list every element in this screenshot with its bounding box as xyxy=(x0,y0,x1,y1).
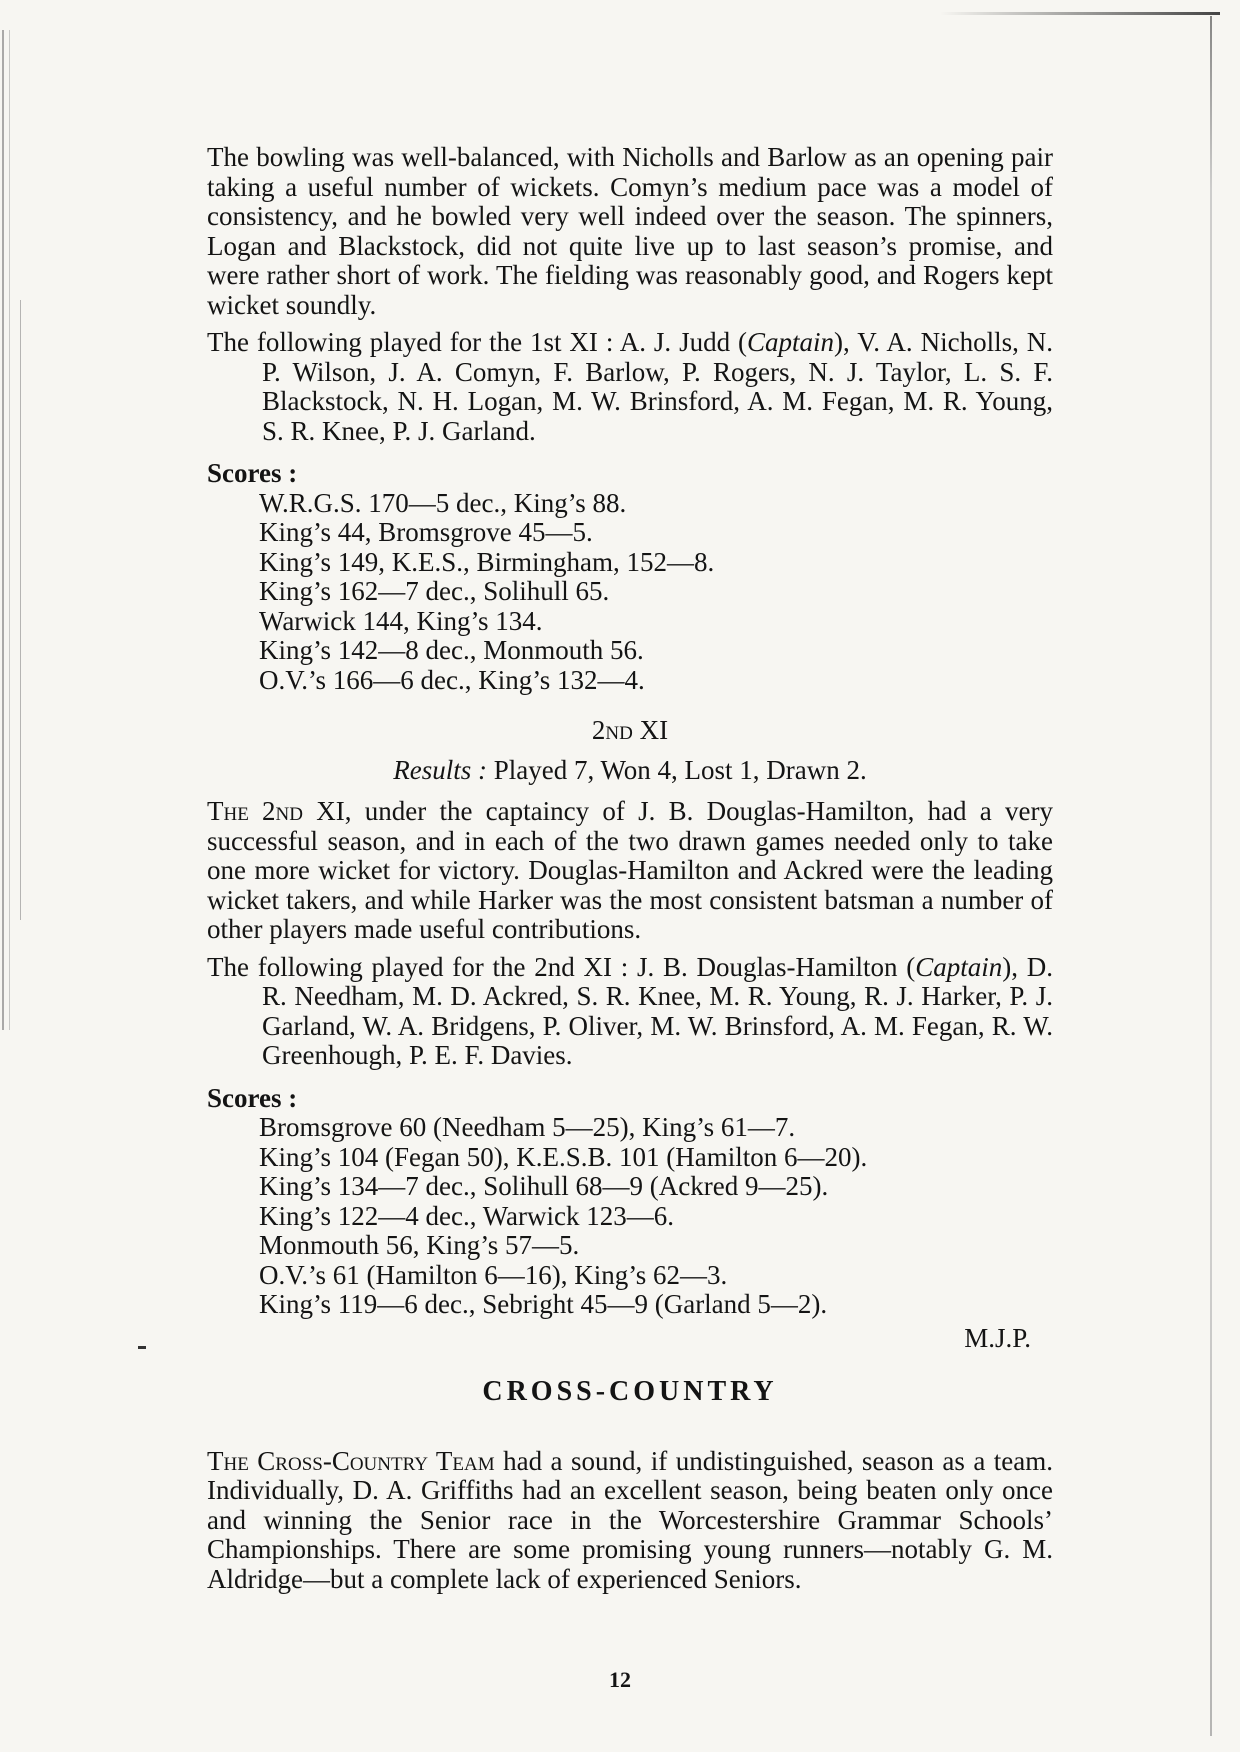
score-line: King’s 142—8 dec., Monmouth 56. xyxy=(259,635,644,665)
scan-left-line xyxy=(20,300,21,920)
second-xi-intro-smallcaps: The 2nd XI, xyxy=(207,796,352,826)
score-line: O.V.’s 61 (Hamilton 6—16), King’s 62—3. xyxy=(259,1259,728,1290)
second-xi-players xyxy=(207,953,1053,1071)
second-xi-players-lead: The following played for the 2nd XI : J. B. Douglas-Hamilton ( xyxy=(207,951,916,982)
second-xi-results xyxy=(207,756,1053,786)
cross-country-title: CROSS-COUNTRY xyxy=(482,1376,778,1407)
page-number: 12 xyxy=(609,1667,631,1692)
score-line: Warwick 144, King’s 134. xyxy=(259,605,543,636)
second-xi-players-rest: ), D. R. Needham, M. D. Ackred, S. R. Knee, M. R. Young, R. J. Harker, P. J. Garland, W. A. Bridgens, P. Oliver, M. W. Brinsford, A. M. Fegan, R. W. Greenhough, P. E. F. Davies. xyxy=(262,951,1053,1070)
score-line: King’s 149, K.E.S., Birmingham, 152—8. xyxy=(259,546,715,577)
score-line: Monmouth 56, King’s 57—5. xyxy=(259,1230,580,1260)
score-line: King’s 134—7 dec., Solihull 68—9 (Ackred 9—25). xyxy=(259,1171,829,1201)
score-line: King’s 162—7 dec., Solihull 65. xyxy=(259,576,610,606)
second-xi-scores-list xyxy=(207,1113,1053,1320)
results-label: Results : xyxy=(393,754,487,785)
margin-mark xyxy=(138,1346,146,1349)
cross-country-text: had a sound, if undistinguished, season as a team. Individually, D. A. Griffiths had an excellent season, being beaten only once and winning the Senior race in the Worcestershire Grammar Schools’ Championships. There are some promising young runners—notably G. M. Aldridge—but a complete lack of experienced Seniors. xyxy=(207,1445,1053,1594)
first-xi-captain-label: Captain xyxy=(747,327,835,357)
first-xi-players xyxy=(207,328,1053,446)
first-xi-players-lead: The following played for the 1st XI : A. J. Judd ( xyxy=(207,327,748,357)
score-line: Bromsgrove 60 (Needham 5—25), King’s 61—7. xyxy=(259,1112,796,1142)
second-xi-captain-label: Captain xyxy=(915,951,1003,982)
author-initials: M.J.P. xyxy=(964,1322,1031,1353)
cross-country-intro-smallcaps: The Cross-Country Team xyxy=(207,1445,495,1476)
second-xi-heading-suffix: XI xyxy=(632,715,669,745)
score-line: King’s 122—4 dec., Warwick 123—6. xyxy=(259,1200,675,1231)
second-xi-heading-prefix: 2nd xyxy=(591,715,633,745)
cross-country-paragraph xyxy=(207,1447,1053,1595)
first-xi-scores-label: Scores : xyxy=(207,458,298,488)
bowling-paragraph: The bowling was well-balanced, with Nicholls and Barlow as an opening pair taking a useful number of wickets. Comyn’s medium pace was a model of consistency, and he bowled very well indeed over the season. The spinners, Logan and Blackstock, did not quite live up to last season’s promise, and were rather short of work. The fielding was reasonably good, and Rogers kept wicket soundly. xyxy=(207,142,1053,320)
score-line: King’s 44, Bromsgrove 45—5. xyxy=(259,517,593,547)
scan-left-edge xyxy=(2,30,10,1030)
second-xi-heading xyxy=(207,716,1053,746)
scan-top-edge xyxy=(940,12,1220,15)
score-line: O.V.’s 166—6 dec., King’s 132—4. xyxy=(259,664,645,695)
first-xi-players-rest: ), V. A. Nicholls, N. P. Wilson, J. A. Comyn, F. Barlow, P. Rogers, N. J. Taylor, L. S. F. Blackstock, N. H. Logan, M. W. Brinsford, A. M. Fegan, M. R. Young, S. R. Knee, P. J. Garland. xyxy=(262,327,1053,446)
first-xi-scores-list xyxy=(207,489,1053,696)
second-xi-paragraph xyxy=(207,797,1053,945)
results-text: Played 7, Won 4, Lost 1, Drawn 2. xyxy=(486,754,867,785)
second-xi-scores-label: Scores : xyxy=(207,1082,298,1113)
score-line: King’s 104 (Fegan 50), K.E.S.B. 101 (Hamilton 6—20). xyxy=(259,1141,868,1172)
scan-right-edge xyxy=(1210,16,1212,1736)
page-content xyxy=(207,143,1053,1594)
score-line: King’s 119—6 dec., Sebright 45—9 (Garland 5—2). xyxy=(259,1289,828,1319)
second-xi-intro-text: under the captaincy of J. B. Douglas-Hamilton, had a very successful season, and in each of the two drawn games needed only to take one more wicket for victory. Douglas-Hamilton and Ackred were the leading wicket takers, and while Harker was the most consistent batsman a number of other players made useful contributions. xyxy=(207,796,1053,944)
score-line: W.R.G.S. 170—5 dec., King’s 88. xyxy=(259,487,627,518)
